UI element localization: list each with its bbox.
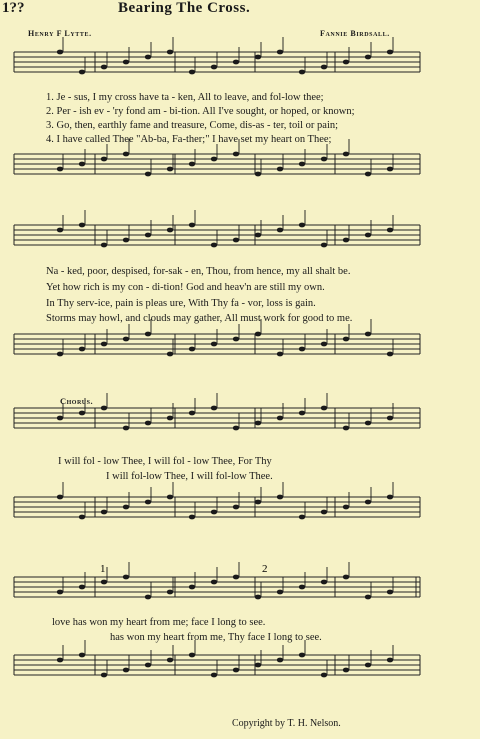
note-head <box>57 167 63 172</box>
chorus-line-2: I will fol-low Thee, I will fol-low Thee. <box>106 471 273 482</box>
note-head <box>145 595 151 600</box>
verse2-line1: 2. Per - ish ev - 'ry fond am - bi-tion. All I've sought, or hoped, or known; <box>46 106 355 117</box>
note-head <box>189 223 195 228</box>
note-head <box>387 167 393 172</box>
note-head <box>79 515 85 520</box>
note-head <box>365 663 371 668</box>
note-head <box>365 233 371 238</box>
note-head <box>277 50 283 55</box>
note-head <box>189 70 195 75</box>
copyright-notice: Copyright by T. H. Nelson. <box>232 718 341 729</box>
note-head <box>387 50 393 55</box>
note-head <box>299 515 305 520</box>
note-head <box>365 595 371 600</box>
note-head <box>79 653 85 658</box>
note-head <box>145 233 151 238</box>
note-head <box>233 668 239 673</box>
note-head <box>189 162 195 167</box>
chorus-label: Chorus. <box>60 396 94 406</box>
note-head <box>101 65 107 70</box>
verse3-line1: 3. Go, then, earthly fame and treasure, Come, dis-as - ter, toil or pain; <box>46 120 339 131</box>
note-head <box>365 55 371 60</box>
hymn-number: 1?? <box>2 0 25 16</box>
note-head <box>233 575 239 580</box>
note-head <box>255 595 261 600</box>
verse4-line2: Storms may howl, and clouds may gather, All must work for good to me. <box>46 313 353 324</box>
note-head <box>387 228 393 233</box>
note-head <box>343 60 349 65</box>
note-head <box>211 65 217 70</box>
ending-2-mark: 2 <box>262 563 268 575</box>
note-head <box>123 668 129 673</box>
note-head <box>101 510 107 515</box>
note-head <box>167 658 173 663</box>
note-head <box>299 162 305 167</box>
note-head <box>211 406 217 411</box>
note-head <box>255 172 261 177</box>
note-head <box>167 167 173 172</box>
note-head <box>145 332 151 337</box>
note-head <box>123 337 129 342</box>
lyricist-credit: Henry F Lytte. <box>28 29 92 38</box>
note-head <box>145 500 151 505</box>
note-head <box>387 416 393 421</box>
note-head <box>321 342 327 347</box>
note-head <box>321 243 327 248</box>
note-head <box>123 238 129 243</box>
note-head <box>79 223 85 228</box>
note-head <box>387 352 393 357</box>
note-head <box>387 658 393 663</box>
ending-1-mark: 1 <box>100 563 106 575</box>
note-head <box>167 228 173 233</box>
note-head <box>101 342 107 347</box>
note-head <box>123 575 129 580</box>
note-head <box>365 500 371 505</box>
note-head <box>233 426 239 431</box>
note-head <box>211 157 217 162</box>
note-head <box>189 653 195 658</box>
note-head <box>189 515 195 520</box>
note-head <box>255 233 261 238</box>
note-head <box>145 421 151 426</box>
chorus-line-1: I will fol - low Thee, I will fol - low Thee, For Thy <box>58 456 272 467</box>
note-head <box>343 426 349 431</box>
note-head <box>365 332 371 337</box>
note-head <box>277 167 283 172</box>
note-head <box>167 495 173 500</box>
note-head <box>321 65 327 70</box>
note-head <box>255 500 261 505</box>
note-head <box>101 673 107 678</box>
note-head <box>299 411 305 416</box>
note-head <box>79 162 85 167</box>
note-head <box>233 152 239 157</box>
note-head <box>299 223 305 228</box>
note-head <box>343 505 349 510</box>
note-head <box>387 495 393 500</box>
note-head <box>277 590 283 595</box>
note-head <box>123 505 129 510</box>
note-head <box>321 157 327 162</box>
note-head <box>79 585 85 590</box>
note-head <box>277 352 283 357</box>
note-head <box>343 575 349 580</box>
hymn-title: Bearing The Cross. <box>118 0 251 16</box>
note-head <box>101 580 107 585</box>
note-head <box>211 580 217 585</box>
note-head <box>57 352 63 357</box>
note-head <box>255 332 261 337</box>
verse2-line2: Yet how rich is my con - di-tion! God and heav'n are still my own. <box>46 282 325 293</box>
note-head <box>57 590 63 595</box>
note-head <box>189 347 195 352</box>
note-head <box>57 658 63 663</box>
note-head <box>167 590 173 595</box>
note-head <box>211 510 217 515</box>
note-head <box>343 337 349 342</box>
verse1-line1: 1. Je - sus, I my cross have ta - ken, All to leave, and fol-low thee; <box>46 92 324 103</box>
note-head <box>277 416 283 421</box>
note-head <box>299 70 305 75</box>
verse4-line1: 4. I have called Thee "Ab-ba, Fa-ther;" I have set my heart on Thee; <box>46 134 332 145</box>
note-head <box>167 50 173 55</box>
note-head <box>211 673 217 678</box>
note-head <box>79 411 85 416</box>
note-head <box>255 663 261 668</box>
note-head <box>365 421 371 426</box>
note-head <box>277 495 283 500</box>
note-head <box>255 421 261 426</box>
note-head <box>233 60 239 65</box>
note-head <box>145 172 151 177</box>
note-head <box>123 426 129 431</box>
note-head <box>321 510 327 515</box>
note-head <box>211 243 217 248</box>
note-head <box>167 416 173 421</box>
note-head <box>365 172 371 177</box>
note-head <box>321 673 327 678</box>
note-head <box>299 653 305 658</box>
final-line-1: love has won my heart from me; face I long to see. <box>52 617 266 628</box>
note-head <box>211 342 217 347</box>
note-head <box>343 238 349 243</box>
note-head <box>167 352 173 357</box>
note-head <box>101 406 107 411</box>
note-head <box>277 228 283 233</box>
note-head <box>321 406 327 411</box>
note-head <box>57 416 63 421</box>
note-head <box>189 411 195 416</box>
note-head <box>145 663 151 668</box>
note-head <box>299 585 305 590</box>
note-head <box>123 152 129 157</box>
note-head <box>145 55 151 60</box>
composer-credit: Fannie Birdsall. <box>320 29 390 38</box>
note-head <box>299 347 305 352</box>
note-head <box>57 495 63 500</box>
note-head <box>79 70 85 75</box>
note-head <box>79 347 85 352</box>
note-head <box>57 228 63 233</box>
note-head <box>233 238 239 243</box>
note-head <box>233 337 239 342</box>
note-head <box>321 580 327 585</box>
note-head <box>233 505 239 510</box>
verse3-line2: In Thy serv-ice, pain is pleas ure, With Thy fa - vor, loss is gain. <box>46 298 316 309</box>
note-head <box>343 668 349 673</box>
note-head <box>255 55 261 60</box>
note-head <box>101 243 107 248</box>
final-line-2: has won my heart from me, Thy face I long to see. <box>110 632 322 643</box>
note-head <box>57 50 63 55</box>
note-head <box>123 60 129 65</box>
note-head <box>387 590 393 595</box>
note-head <box>277 658 283 663</box>
note-head <box>343 152 349 157</box>
note-head <box>101 157 107 162</box>
verse1-line2: Na - ked, poor, despised, for-sak - en, Thou, from hence, my all shalt be. <box>46 266 351 277</box>
note-head <box>189 585 195 590</box>
